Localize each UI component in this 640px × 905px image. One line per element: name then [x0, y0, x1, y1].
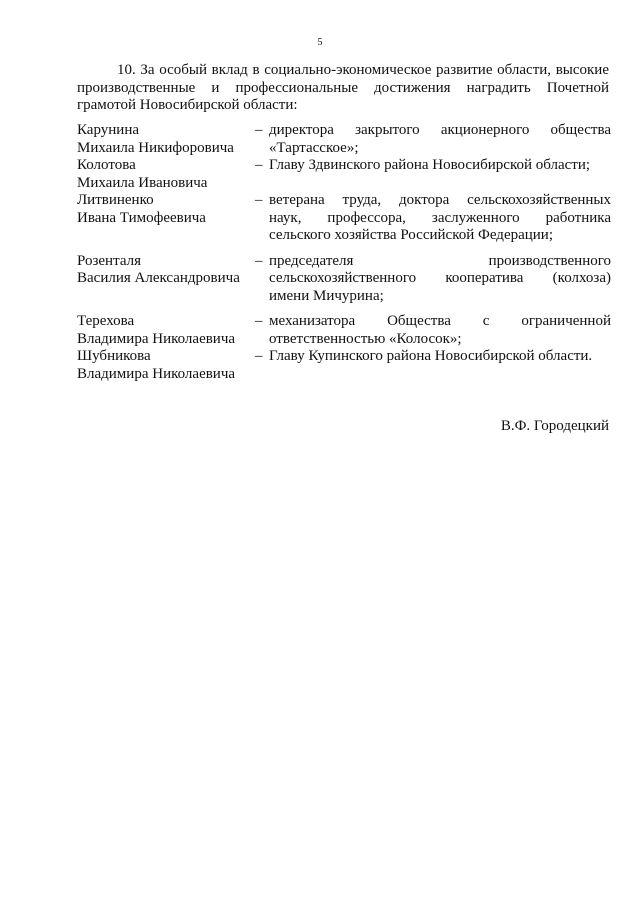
awardee-list	[77, 122, 611, 383]
description-line: директора закрытого акционерного общества	[269, 122, 611, 138]
dash-separator: –	[255, 157, 263, 173]
description-line: имени Мичурина;	[269, 287, 384, 304]
description-line: ответственностью «Колосок»;	[269, 330, 462, 347]
awardee-description	[269, 313, 611, 348]
awardee-description	[269, 122, 611, 157]
awardee-given-name: Михаила Ивановича	[77, 174, 208, 191]
awardee-surname: Колотова	[77, 157, 136, 173]
description-line: Главу Здвинского района Новосибирской области;	[269, 157, 591, 173]
awardee-name	[77, 122, 255, 157]
awardee-name	[77, 313, 255, 348]
awardee-entry	[77, 122, 611, 157]
awardee-entry	[77, 348, 611, 383]
dash-separator: –	[255, 252, 263, 269]
awardee-description	[269, 348, 611, 366]
description-line: механизатора Общества с ограниченной	[269, 313, 611, 329]
awardee-entry	[77, 313, 611, 348]
awardee-surname: Карунина	[77, 122, 140, 138]
dash-separator: –	[255, 122, 263, 138]
awardee-description	[269, 157, 611, 175]
awardee-name	[77, 192, 255, 227]
description-line: председателя производственного	[269, 252, 611, 269]
awardee-entry	[77, 253, 611, 306]
awardee-surname: Терехова	[77, 313, 135, 329]
description-line: «Тартасское»;	[269, 139, 359, 156]
page-number: 5	[317, 37, 323, 48]
signatory-name: В.Ф. Городецкий	[500, 418, 609, 434]
description-line: сельского хозяйства Российской Федерации;	[269, 227, 554, 243]
awardee-description	[269, 192, 611, 245]
description-line: Главу Купинского района Новосибирской области.	[269, 348, 593, 364]
awardee-name	[77, 157, 255, 192]
description-line: ветерана труда, доктора сельскохозяйственных	[269, 192, 611, 208]
awardee-given-name: Василия Александровича	[77, 270, 240, 286]
description-line: сельскохозяйственного кооператива (колхоза)	[269, 270, 611, 286]
awardee-name	[77, 348, 255, 383]
awardee-given-name: Ивана Тимофеевича	[77, 209, 206, 226]
description-line: наук, профессора, заслуженного работника	[269, 209, 611, 226]
awardee-given-name: Владимира Николаевича	[77, 330, 236, 347]
awardee-entry	[77, 157, 611, 192]
awardee-name	[77, 253, 255, 288]
awardee-description	[269, 253, 611, 306]
awardee-surname: Литвиненко	[77, 192, 154, 208]
awardee-given-name: Михаила Никифоровича	[77, 139, 234, 156]
awardee-surname: Шубникова	[77, 348, 151, 364]
dash-separator: –	[255, 348, 263, 364]
awardee-given-name: Владимира Николаевича	[77, 365, 236, 382]
awardee-entry	[77, 192, 611, 245]
dash-separator: –	[255, 192, 263, 208]
awardee-surname: Розенталя	[77, 252, 141, 269]
award-resolution-paragraph: 10. За особый вклад в социально-экономическое развитие области, высокие производственные и профессиональные достижения наградить Почетной грамотой Новосибирской области:	[77, 62, 609, 113]
dash-separator: –	[255, 313, 263, 329]
